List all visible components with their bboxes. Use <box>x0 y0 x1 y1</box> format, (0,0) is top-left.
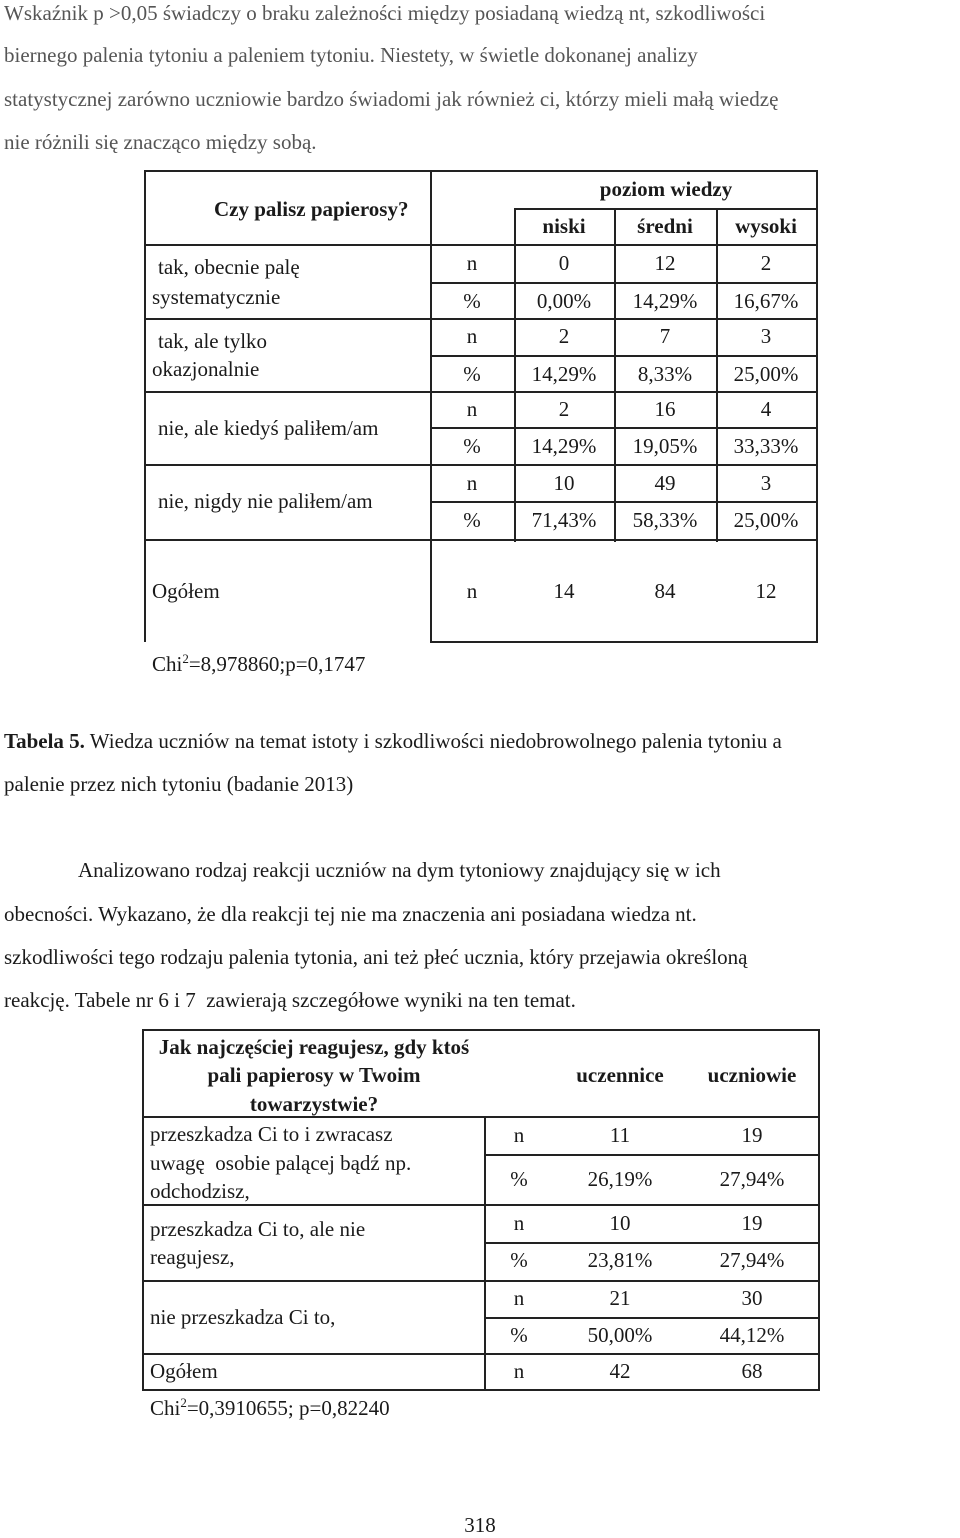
table-cell: 58,33% <box>632 508 698 532</box>
body-line-1: Analizowano rodzaj reakcji uczniów na dym tytoniowy znajdujący się w ich <box>78 858 721 882</box>
table-question-header: pali papierosy w Twoim <box>207 1063 421 1087</box>
row-label: nie przeszkadza Ci to, <box>150 1305 336 1329</box>
total-cell: 68 <box>741 1359 763 1383</box>
table-caption-line-2: palenie przez nich tytoniu (badanie 2013) <box>4 772 354 796</box>
table-cell: 19 <box>741 1211 763 1235</box>
column-header-boys: uczniowie <box>707 1063 797 1087</box>
table-cell: 3 <box>760 471 772 495</box>
percent-symbol: % <box>463 508 481 532</box>
total-cell: 14 <box>553 579 575 603</box>
count-symbol: n <box>466 324 478 348</box>
table-caption: Tabela 5. Wiedza uczniów na temat istoty i szkodliwości niedobrowolnego palenia tytoniu a <box>4 729 782 753</box>
total-cell: 12 <box>755 579 777 603</box>
intro-line-3: statystycznej zarówno uczniowie bardzo świadomi jak również ci, którzy mieli małą wiedzę <box>4 87 779 111</box>
percent-symbol: % <box>510 1248 528 1272</box>
table-cell: 44,12% <box>719 1323 785 1347</box>
table-cell: 0 <box>558 251 570 275</box>
table-cell: 25,00% <box>733 508 799 532</box>
table-cell: 30 <box>741 1286 763 1310</box>
table-cell: 2 <box>558 397 570 421</box>
percent-symbol: % <box>510 1167 528 1191</box>
row-label: odchodzisz, <box>150 1179 250 1203</box>
table-cell: 11 <box>609 1123 631 1147</box>
row-label: uwagę osobie palącej bądź np. <box>150 1151 412 1175</box>
table-cell: 33,33% <box>733 434 799 458</box>
table-cell: 26,19% <box>587 1167 653 1191</box>
table-cell: 16,67% <box>733 289 799 313</box>
body-line-4: reakcję. Tabele nr 6 i 7 zawierają szczegółowe wyniki na ten temat. <box>4 988 576 1012</box>
count-symbol: n <box>513 1286 525 1310</box>
row-label: reagujesz, <box>150 1245 235 1269</box>
table-cell: 49 <box>654 471 676 495</box>
table-cell: 10 <box>609 1211 631 1235</box>
count-symbol: n <box>513 1359 525 1383</box>
intro-line-2: biernego palenia tytoniu a paleniem tytoniu. Niestety, w świetle dokonanej analizy <box>4 43 698 67</box>
percent-symbol: % <box>510 1323 528 1347</box>
chi-square-result: Chi$^2$=0,3910655; p=0,82240 <box>150 1395 390 1420</box>
row-label: przeszkadza Ci to i zwracasz <box>150 1122 393 1146</box>
table-cell: 8,33% <box>637 362 693 386</box>
column-header-low: niski <box>542 214 586 238</box>
table-question-header: Czy palisz papierosy? <box>214 197 409 221</box>
table-cell: 3 <box>760 324 772 348</box>
row-label: nie, nigdy nie paliłem/am <box>158 489 373 513</box>
count-symbol: n <box>466 579 478 603</box>
table-cell: 12 <box>654 251 676 275</box>
table-cell: 50,00% <box>587 1323 653 1347</box>
count-symbol: n <box>466 397 478 421</box>
table-question-header: towarzystwie? <box>249 1092 379 1116</box>
table-cell: 10 <box>553 471 575 495</box>
table-cell: 2 <box>558 324 570 348</box>
table-cell: 21 <box>609 1286 631 1310</box>
total-cell: 84 <box>654 579 676 603</box>
row-label: systematycznie <box>152 285 281 309</box>
total-label: Ogółem <box>152 579 220 603</box>
table-cell: 19 <box>741 1123 763 1147</box>
count-symbol: n <box>466 471 478 495</box>
intro-line-4: nie różnili się znacząco między sobą. <box>4 130 317 154</box>
chi-square-result: Chi$^2$=8,978860;p=0,1747 <box>152 651 366 676</box>
table-cell: 16 <box>654 397 676 421</box>
row-label: nie, ale kiedyś paliłem/am <box>158 416 379 440</box>
table-cell: 7 <box>659 324 671 348</box>
row-label: okazjonalnie <box>152 357 260 381</box>
page-number: 318 <box>464 1513 496 1537</box>
row-label: przeszkadza Ci to, ale nie <box>150 1217 366 1241</box>
count-symbol: n <box>466 251 478 275</box>
row-label: tak, obecnie palę <box>158 255 300 279</box>
table-cell: 19,05% <box>632 434 698 458</box>
percent-symbol: % <box>463 289 481 313</box>
column-header-high: wysoki <box>735 214 797 238</box>
table-cell: 25,00% <box>733 362 799 386</box>
percent-symbol: % <box>463 434 481 458</box>
table-question-header: Jak najczęściej reagujesz, gdy ktoś <box>158 1035 470 1059</box>
table-cell: 4 <box>760 397 772 421</box>
table-cell: 0,00% <box>536 289 592 313</box>
table-cell: 27,94% <box>719 1167 785 1191</box>
total-label: Ogółem <box>150 1359 218 1383</box>
body-line-2: obecności. Wykazano, że dla reakcji tej nie ma znaczenia ani posiadana wiedza nt. <box>4 902 697 926</box>
column-header-medium: średni <box>637 214 693 238</box>
table-cell: 23,81% <box>587 1248 653 1272</box>
table-cell: 2 <box>760 251 772 275</box>
table-cell: 14,29% <box>531 362 597 386</box>
table-cell: 71,43% <box>531 508 597 532</box>
count-symbol: n <box>513 1211 525 1235</box>
body-line-3: szkodliwości tego rodzaju palenia tytonia, ani też płeć ucznia, który przejawia określoną <box>4 945 748 969</box>
knowledge-level-header: poziom wiedzy <box>599 177 733 201</box>
percent-symbol: % <box>463 362 481 386</box>
intro-line-1: Wskaźnik p >0,05 świadczy o braku zależności między posiadaną wiedzą nt, szkodliwości <box>4 1 766 25</box>
count-symbol: n <box>513 1123 525 1147</box>
column-header-girls: uczennice <box>576 1063 664 1087</box>
table-cell: 27,94% <box>719 1248 785 1272</box>
table-cell: 14,29% <box>632 289 698 313</box>
row-label: tak, ale tylko <box>158 329 268 353</box>
table-cell: 14,29% <box>531 434 597 458</box>
total-cell: 42 <box>609 1359 631 1383</box>
